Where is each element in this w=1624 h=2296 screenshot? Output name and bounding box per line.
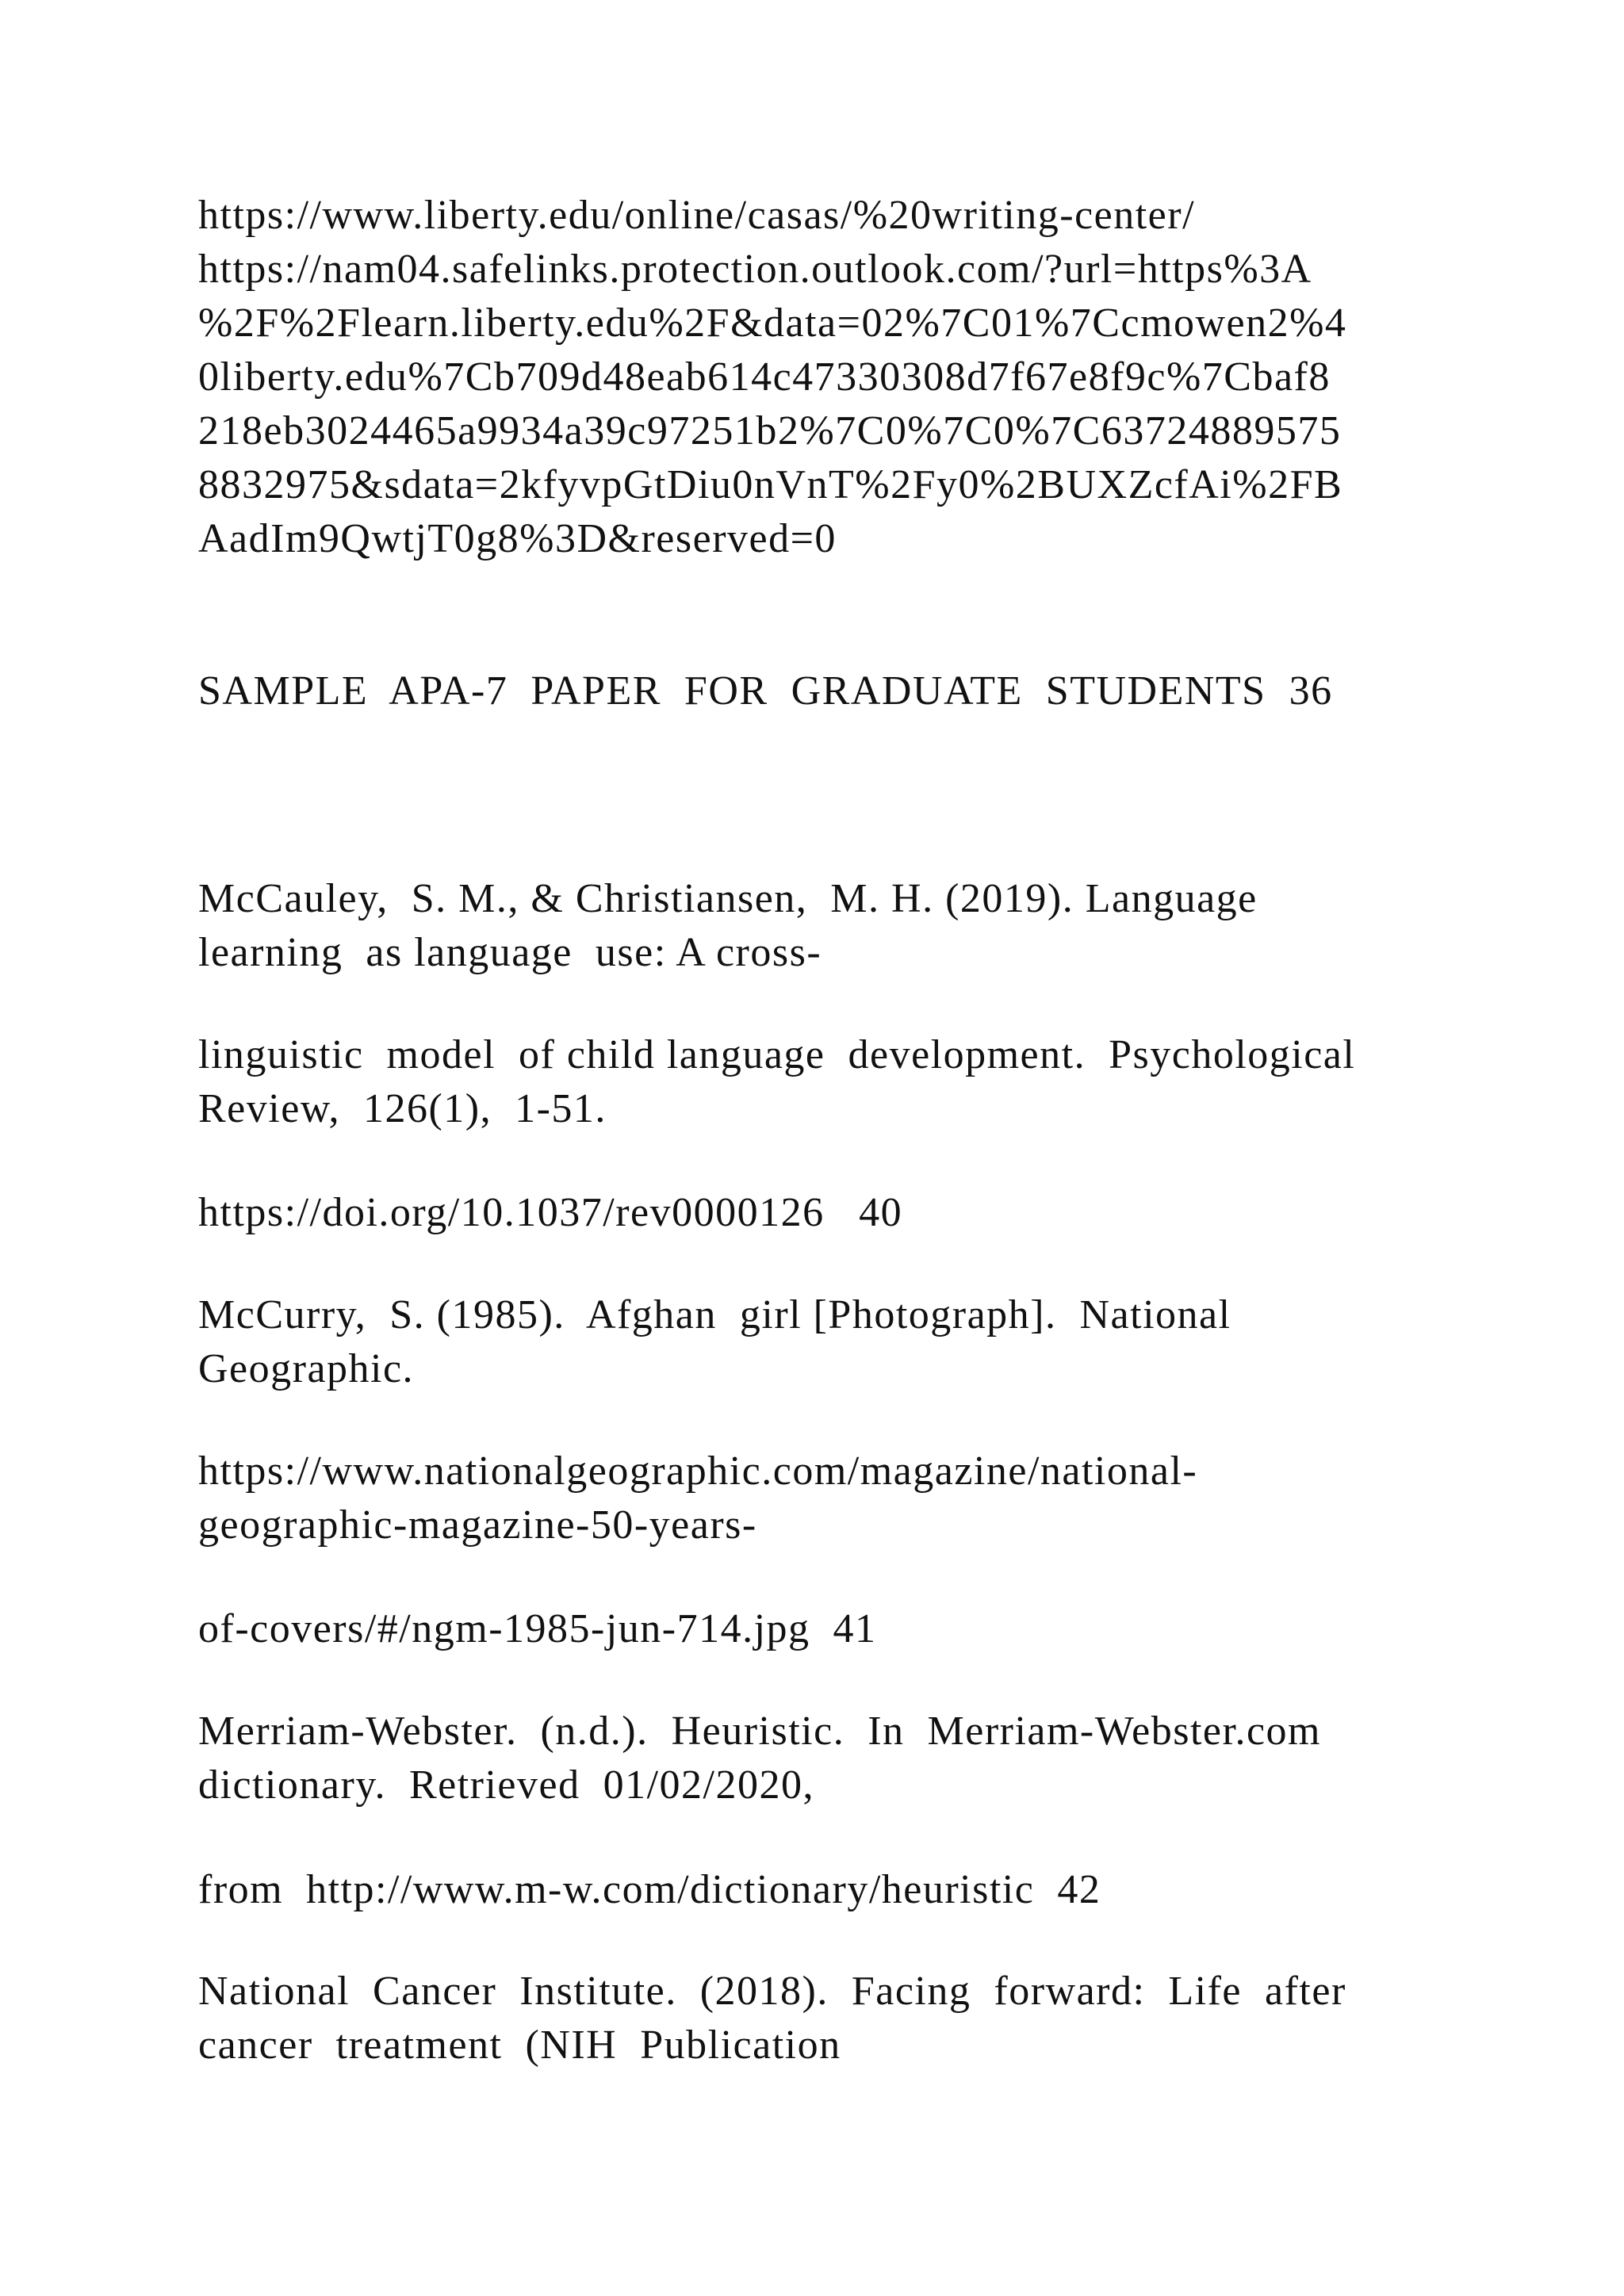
reference-mccurry-1: [198, 1288, 1435, 1396]
reference-mccurry-3: [198, 1602, 1435, 1656]
running-head-text: SAMPLE APA-7 PAPER FOR GRADUATE STUDENTS 36: [198, 668, 1333, 714]
text-line: of-covers/#/ngm-1985-jun-714.jpg 41: [198, 1606, 877, 1651]
text-line: AadIm9QwtjT0g8%3D&reserved=0: [198, 516, 837, 561]
text-line: learning as language use: A cross-: [198, 930, 822, 975]
reference-nci-1: [198, 1965, 1435, 2072]
url-block: [198, 189, 1435, 566]
running-head: [198, 664, 1435, 718]
text-line: https://www.nationalgeographic.com/magazine/national-: [198, 1448, 1198, 1494]
text-line: cancer treatment (NIH Publication: [198, 2022, 841, 2068]
text-line: https://www.liberty.edu/online/casas/%20writing-center/: [198, 193, 1196, 238]
text-line: %2F%2Flearn.liberty.edu%2F&data=02%7C01%7Ccmowen2%4: [198, 300, 1347, 346]
reference-merriam-1: [198, 1705, 1435, 1812]
text-line: geographic-magazine-50-years-: [198, 1502, 757, 1548]
text-line: 218eb3024465a9934a39c97251b2%7C0%7C0%7C63724889575: [198, 408, 1342, 453]
text-line: Review, 126(1), 1-51.: [198, 1086, 607, 1131]
text-line: 0liberty.edu%7Cb709d48eab614c47330308d7f67e8f9c%7Cbaf8: [198, 354, 1331, 400]
text-line: McCurry, S. (1985). Afghan girl [Photograph]. National: [198, 1292, 1231, 1337]
text-line: McCauley, S. M., & Christiansen, M. H. (2019). Language: [198, 876, 1258, 921]
text-line: https://doi.org/10.1037/rev0000126 40: [198, 1190, 903, 1235]
text-line: dictionary. Retrieved 01/02/2020,: [198, 1762, 814, 1808]
reference-mccurry-2: [198, 1445, 1435, 1552]
reference-mccauley-1: [198, 872, 1435, 980]
text-line: from http://www.m-w.com/dictionary/heuristic 42: [198, 1867, 1101, 1912]
reference-merriam-2: [198, 1863, 1435, 1917]
text-line: 8832975&sdata=2kfyvpGtDiu0nVnT%2Fy0%2BUXZcfAi%2FB: [198, 462, 1343, 507]
text-line: Merriam-Webster. (n.d.). Heuristic. In Merriam-Webster.com: [198, 1709, 1321, 1754]
text-line: linguistic model of child language development. Psychological: [198, 1032, 1356, 1077]
text-line: https://nam04.safelinks.protection.outlook.com/?url=https%3A: [198, 247, 1312, 292]
reference-mccauley-doi: [198, 1186, 1435, 1240]
text-line: National Cancer Institute. (2018). Facing forward: Life after: [198, 1969, 1346, 2014]
text-line: Geographic.: [198, 1346, 415, 1391]
reference-mccauley-2: [198, 1028, 1435, 1136]
